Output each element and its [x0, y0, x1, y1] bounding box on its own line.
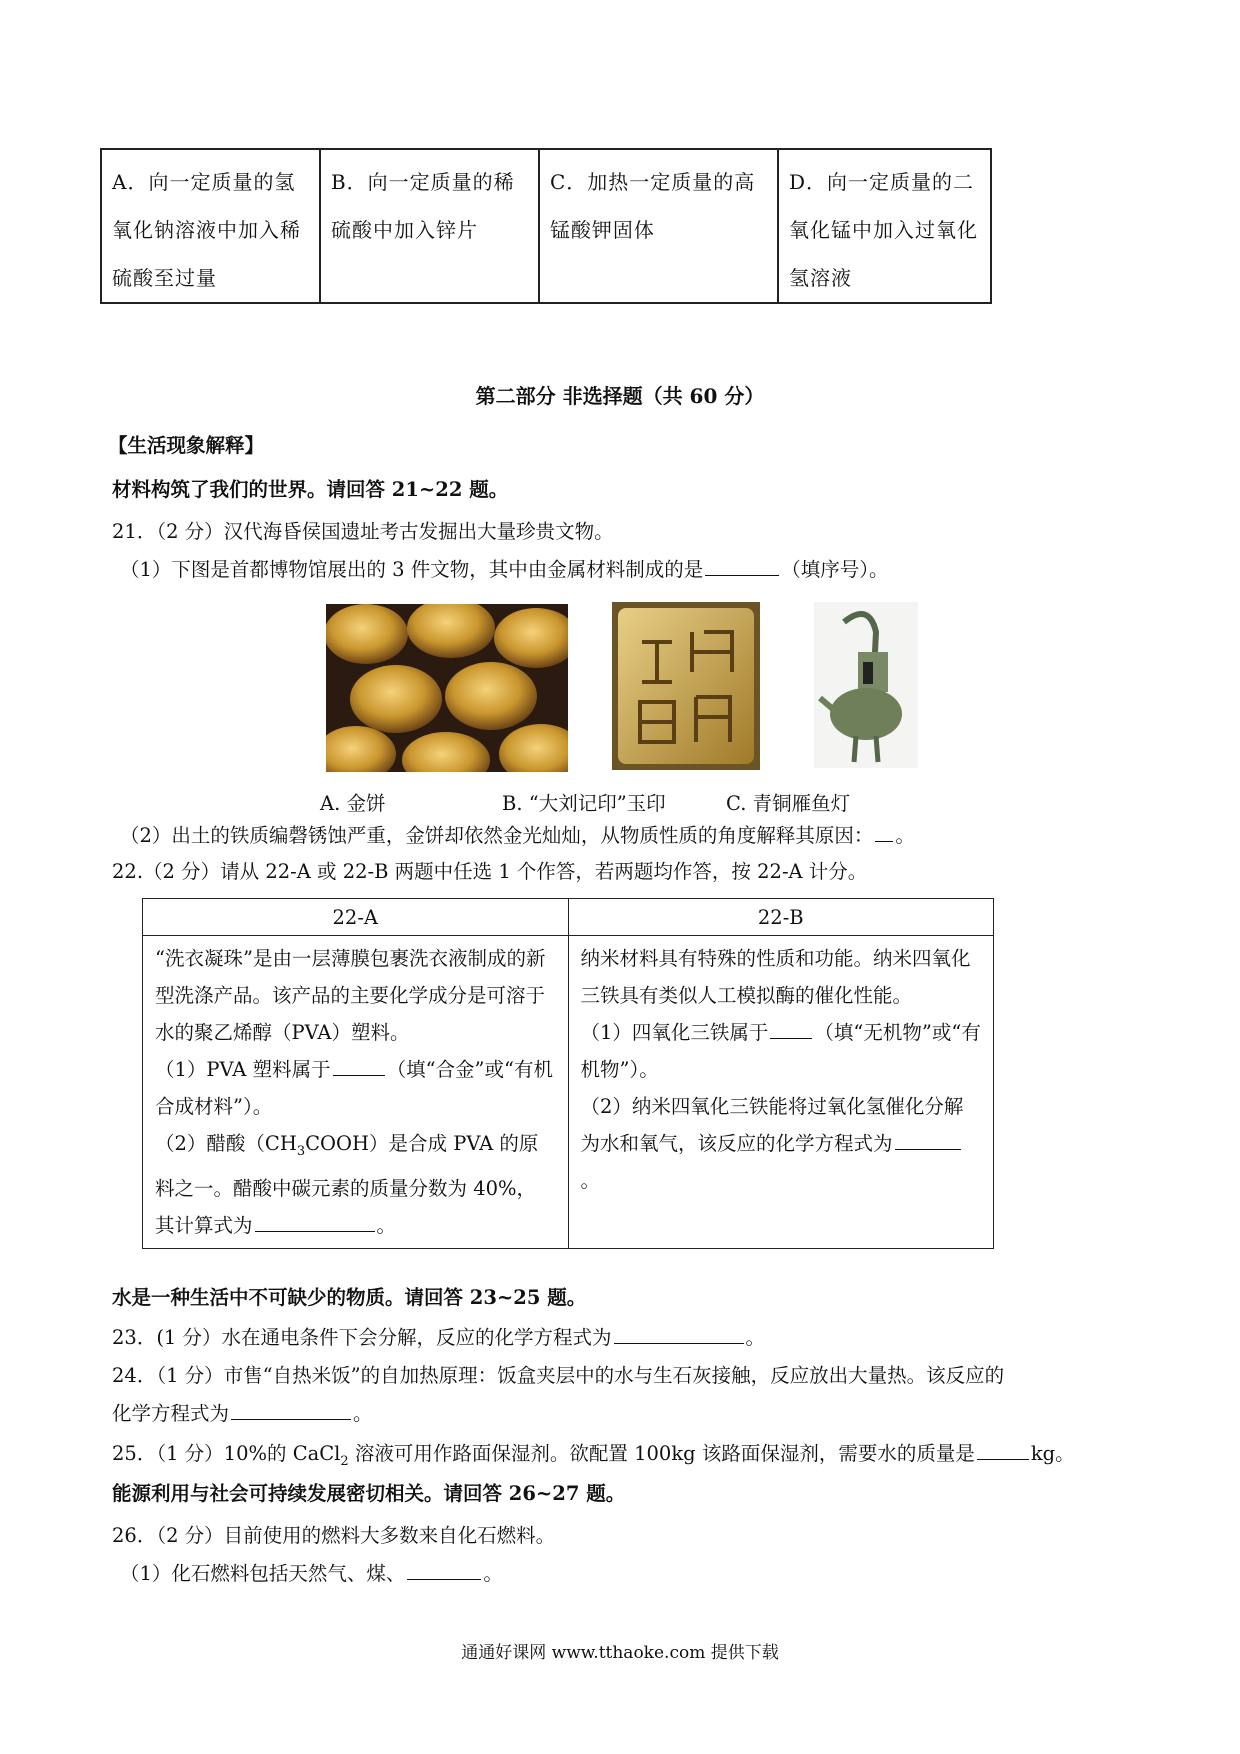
answer-blank[interactable]	[614, 1325, 744, 1344]
section-title: 第二部分 非选择题（共 60 分）	[475, 384, 765, 408]
col-22a: “洗衣凝珠”是由一层薄膜包裹洗衣液制成的新型洗涤产品。该产品的主要化学成分是可溶于水的聚乙烯醇（PVA）塑料。 （1）PVA 塑料属于 （填“合金”或“有机合成材料”）。 （2）醋酸$(CH_3COOH)$是合成 PVA 的原料之一。醋酸中碳元素的质量分数为 40%，其计算式为 。	[143, 936, 569, 1249]
caption-a: A. 金饼	[320, 792, 386, 815]
q24-line2: 化学方程式为 。	[112, 1402, 373, 1425]
life-header: 【生活现象解释】	[108, 434, 265, 457]
q22-table	[142, 898, 994, 1249]
q26-stem: 26．（2 分）目前使用的燃料大多数来自化石燃料。	[112, 1524, 556, 1547]
q21-part2: （2）出土的铁质编磬锈蚀严重，金饼却依然金光灿灿，从物质性质的角度解释其原因： 。	[120, 824, 915, 847]
answer-blank[interactable]	[333, 1057, 385, 1076]
col-22b: 纳米材料具有特殊的性质和功能。纳米四氧化三铁具有类似人工模拟酶的催化性能。 （1）四氧化三铁属于 （填“无机物”或“有机物”）。 （2）纳米四氧化三铁能将过氧化氢催化分解为水和氧气，该反应的化学方程式为。	[568, 936, 994, 1249]
footer: 通通好课网 www.tthaoke.com 提供下载	[461, 1643, 779, 1663]
jade-seal-drawing	[612, 602, 760, 770]
gold-cakes-drawing	[326, 604, 568, 772]
bronze-lamp-drawing	[814, 602, 918, 768]
water-intro: 水是一种生活中不可缺少的物质。请回答 23~25 题。	[112, 1286, 587, 1309]
q25: 25．（1 分）10%的 CaCl$_2$ 溶液可用作路面保湿剂。欲配置 100kg 该路面保湿剂，需要水的质量是 kg。	[112, 1442, 1075, 1469]
col-22a-header: 22-A	[143, 899, 569, 936]
q21-stem: 21．（2 分）汉代海昏侯国遗址考古发掘出大量珍贵文物。	[112, 520, 614, 543]
answer-blank[interactable]	[705, 557, 779, 576]
q26-part1: （1）化石燃料包括天然气、煤、 。	[120, 1562, 503, 1585]
answer-blank[interactable]	[231, 1401, 351, 1420]
caption-c: C. 青铜雁鱼灯	[726, 792, 851, 815]
gold-cakes-image	[326, 604, 568, 772]
answer-blank[interactable]	[255, 1213, 375, 1232]
option-c: C．加热一定质量的高锰酸钾固体	[539, 149, 778, 303]
option-a: A．向一定质量的氢氧化钠溶液中加入稀硫酸至过量	[101, 149, 320, 303]
option-d: D．向一定质量的二氧化锰中加入过氧化氢溶液	[778, 149, 991, 303]
bronze-lamp-image	[814, 602, 918, 768]
col-22b-header: 22-B	[568, 899, 994, 936]
q21-part1: （1）下图是首都博物馆展出的 3 件文物，其中由金属材料制成的是 （填序号）。	[120, 558, 889, 581]
q24-line1: 24．（1 分）市售“自热米饭”的自加热原理：饭盒夹层中的水与生石灰接触，反应放出大量热。该反应的	[112, 1364, 1005, 1387]
jade-seal-image	[612, 602, 760, 770]
energy-intro: 能源利用与社会可持续发展密切相关。请回答 26~27 题。	[112, 1482, 626, 1505]
q22-stem: 22.（2 分）请从 22-A 或 22-B 两题中任选 1 个作答，若两题均作答，按 22-A 计分。	[112, 860, 868, 883]
answer-blank[interactable]	[875, 823, 893, 842]
answer-blank[interactable]	[977, 1441, 1029, 1460]
q23: 23．(1 分）水在通电条件下会分解，反应的化学方程式为 。	[112, 1326, 766, 1349]
caption-b: B. “大刘记印”玉印	[502, 792, 666, 815]
answer-blank[interactable]	[407, 1561, 481, 1580]
options-table	[100, 148, 992, 304]
materials-intro: 材料构筑了我们的世界。请回答 21~22 题。	[112, 478, 509, 501]
answer-blank[interactable]	[770, 1020, 812, 1039]
option-b: B．向一定质量的稀硫酸中加入锌片	[320, 149, 539, 303]
answer-blank[interactable]	[895, 1131, 961, 1150]
